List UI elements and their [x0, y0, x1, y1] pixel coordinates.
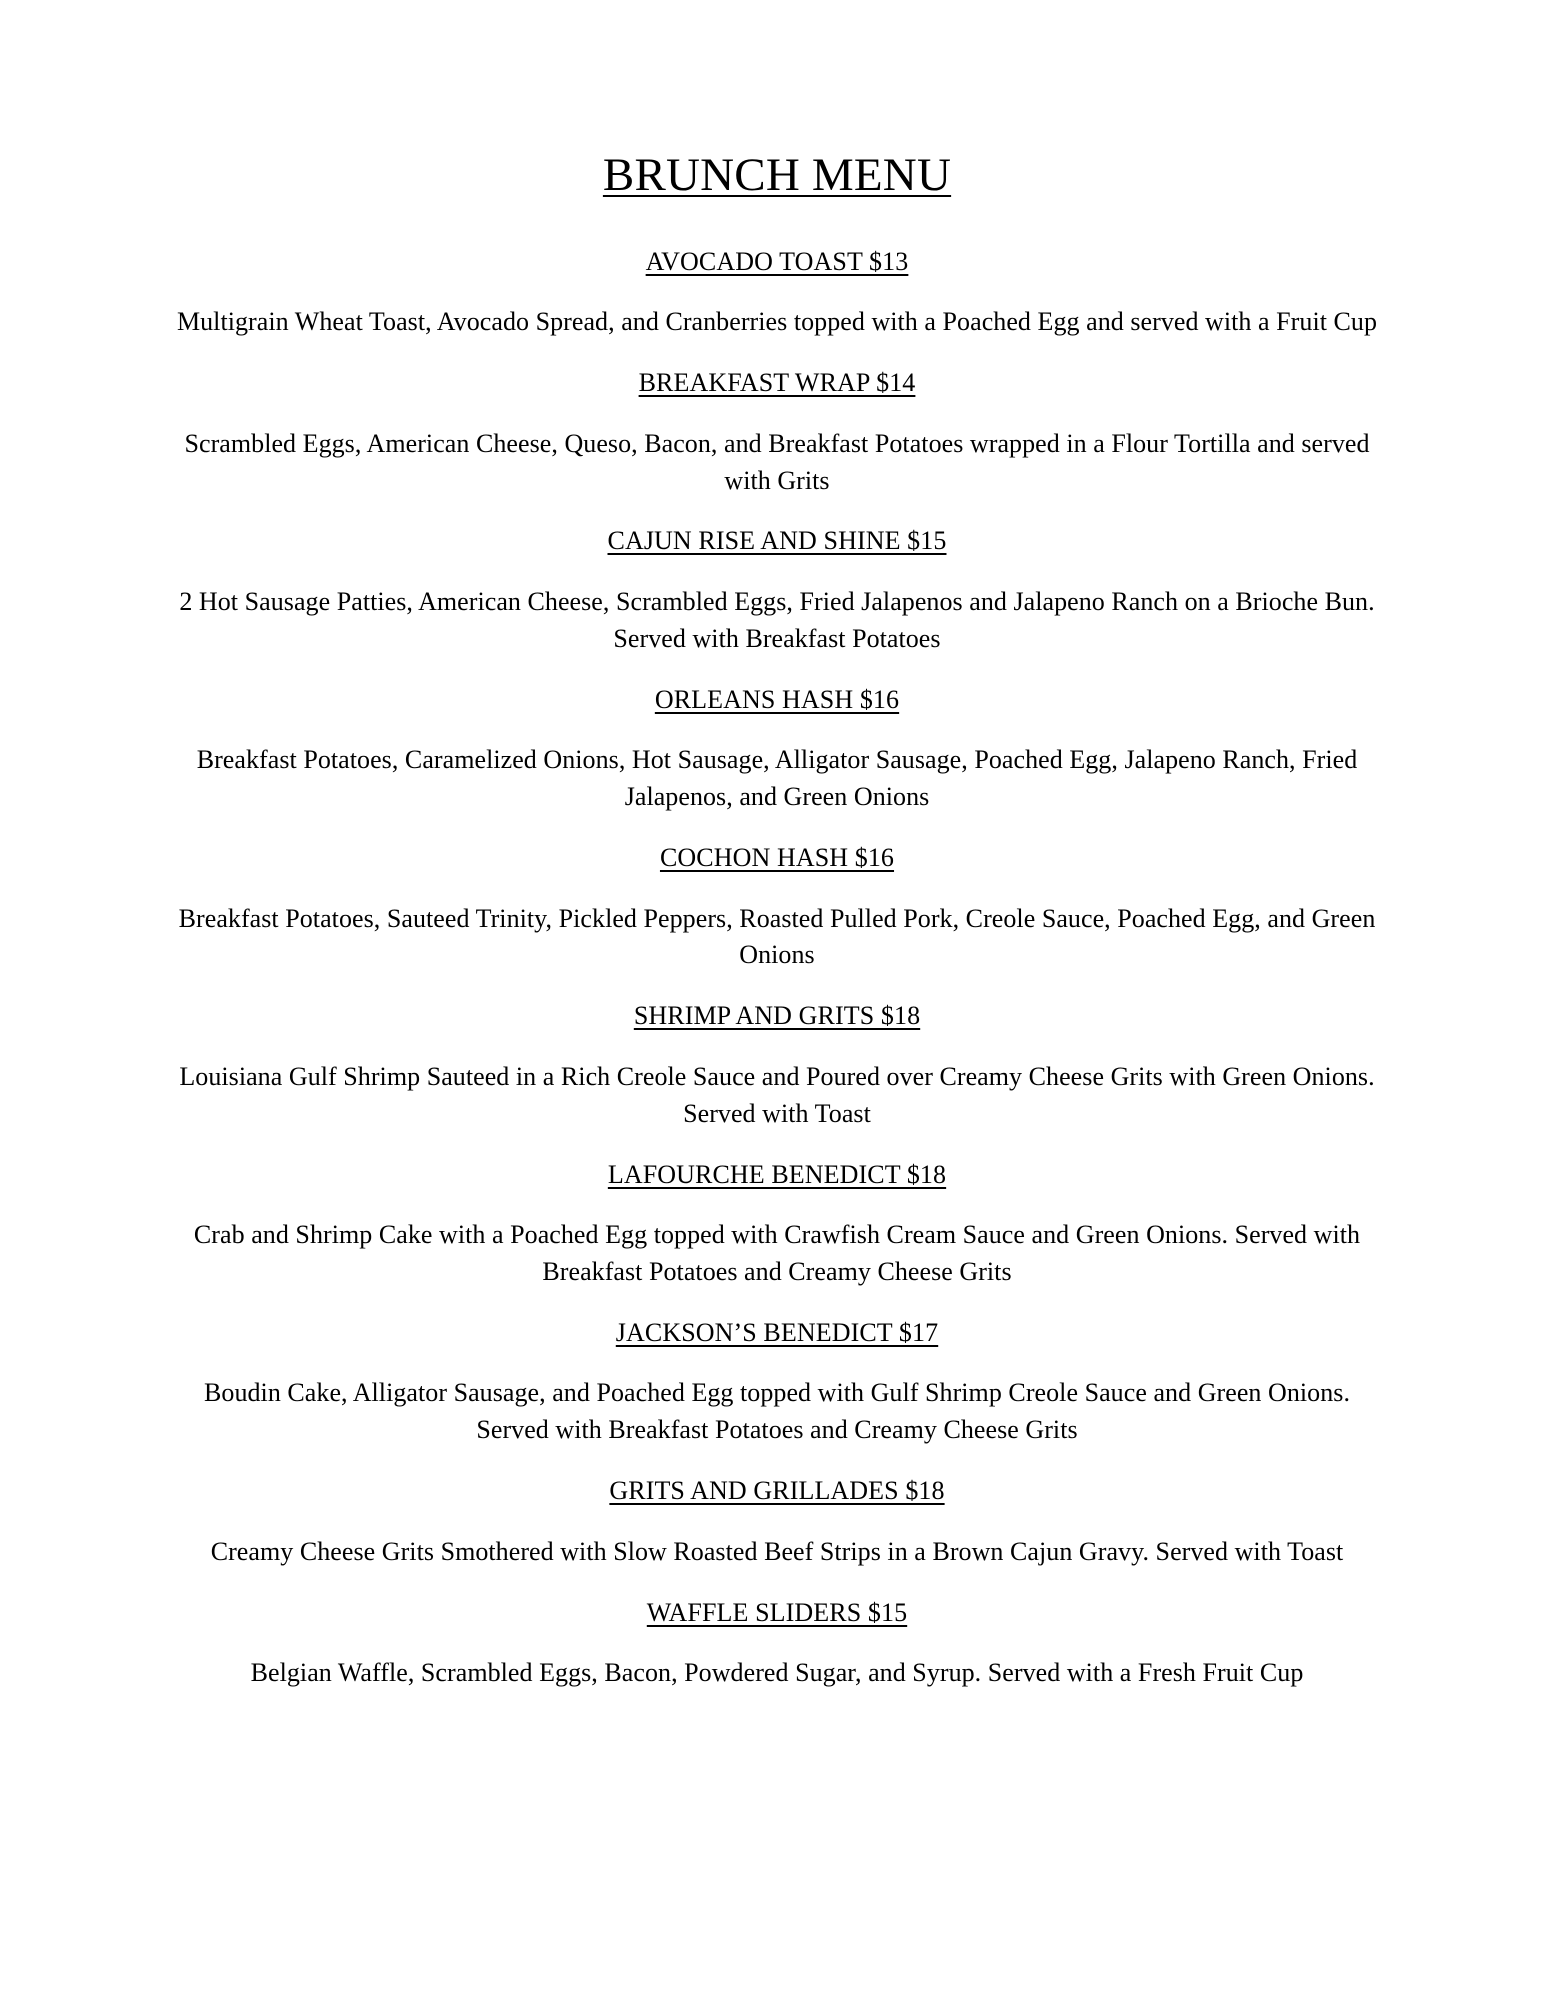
menu-item-name: AVOCADO TOAST $13	[645, 246, 909, 276]
page-title-text: BRUNCH MENU	[602, 149, 952, 201]
menu-item-name: WAFFLE SLIDERS $15	[646, 1597, 908, 1627]
menu-item	[168, 842, 1386, 974]
menu-item	[168, 525, 1386, 657]
menu-item-description: Crab and Shrimp Cake with a Poached Egg topped with Crawfish Cream Sauce and Green Onions. Served with Breakfast Potatoes and Creamy Cheese Grits	[193, 1220, 1361, 1287]
menu-item-list	[168, 246, 1386, 1692]
page-title	[168, 150, 1386, 202]
menu-item-header	[168, 525, 1386, 558]
menu-item-name: ORLEANS HASH $16	[654, 684, 900, 714]
menu-item-name: LAFOURCHE BENEDICT $18	[607, 1159, 947, 1189]
menu-item-header	[168, 367, 1386, 400]
menu-item-name: CAJUN RISE AND SHINE $15	[607, 526, 947, 556]
menu-item	[168, 1159, 1386, 1291]
menu-item-header	[168, 1159, 1386, 1192]
menu-item-header	[168, 842, 1386, 875]
menu-item-description: 2 Hot Sausage Patties, American Cheese, Scrambled Eggs, Fried Jalapenos and Jalapeno Ranch on a Brioche Bun. Served with Breakfast Potatoes	[179, 586, 1375, 653]
menu-item-description: Breakfast Potatoes, Sauteed Trinity, Pickled Peppers, Roasted Pulled Pork, Creole Sauce, Poached Egg, and Green Onions	[178, 903, 1376, 970]
menu-item-description: Breakfast Potatoes, Caramelized Onions, Hot Sausage, Alligator Sausage, Poached Egg, Jalapeno Ranch, Fried Jalapenos, and Green Onions	[196, 745, 1358, 812]
menu-item-description: Multigrain Wheat Toast, Avocado Spread, and Cranberries topped with a Poached Egg and served with a Fruit Cup	[176, 307, 1378, 337]
menu-item-description: Boudin Cake, Alligator Sausage, and Poached Egg topped with Gulf Shrimp Creole Sauce and Green Onions. Served with Breakfast Potatoes and Creamy Cheese Grits	[204, 1378, 1350, 1445]
menu-item-header	[168, 246, 1386, 279]
menu-item-header	[168, 1597, 1386, 1630]
menu-item-header	[168, 1475, 1386, 1508]
menu-item	[168, 246, 1386, 341]
menu-item	[168, 1597, 1386, 1692]
menu-item-name: JACKSON’S BENEDICT $17	[615, 1317, 939, 1347]
menu-item-description: Creamy Cheese Grits Smothered with Slow Roasted Beef Strips in a Brown Cajun Gravy. Served with Toast	[210, 1536, 1344, 1566]
menu-item	[168, 1000, 1386, 1132]
menu-item-name: COCHON HASH $16	[659, 843, 895, 873]
menu-item-header	[168, 1000, 1386, 1033]
menu-item	[168, 684, 1386, 816]
menu-item-header	[168, 684, 1386, 717]
menu-item-name: SHRIMP AND GRITS $18	[633, 1001, 921, 1031]
menu-item	[168, 1475, 1386, 1570]
menu-item-name: BREAKFAST WRAP $14	[638, 368, 916, 398]
menu-item	[168, 1317, 1386, 1449]
menu-item-description: Louisiana Gulf Shrimp Sauteed in a Rich Creole Sauce and Poured over Creamy Cheese Grits with Green Onions. Served with Toast	[179, 1061, 1375, 1128]
menu-item-name: GRITS AND GRILLADES $18	[609, 1476, 945, 1506]
menu-item	[168, 367, 1386, 499]
menu-item-description: Belgian Waffle, Scrambled Eggs, Bacon, Powdered Sugar, and Syrup. Served with a Fresh Fruit Cup	[250, 1658, 1304, 1688]
menu-item-description: Scrambled Eggs, American Cheese, Queso, Bacon, and Breakfast Potatoes wrapped in a Flour Tortilla and served with Grits	[184, 428, 1370, 495]
menu-item-header	[168, 1317, 1386, 1350]
